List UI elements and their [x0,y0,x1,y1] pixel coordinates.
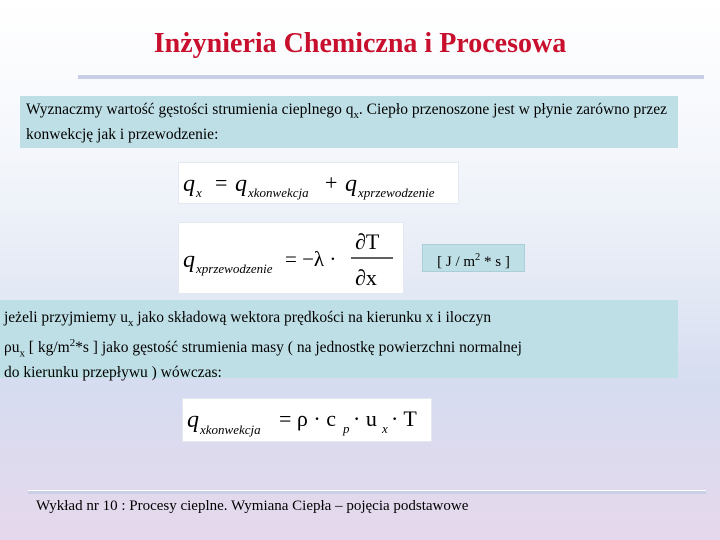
eq3-u-sub: x [382,421,388,436]
eq1-equals: = [215,170,228,195]
equation-fourier-law-svg [179,223,405,295]
eq1-term1: q [235,171,247,197]
condition-line-3: do kierunku przepływu ) wówczas: [4,364,222,382]
intro-text-box [20,96,678,148]
eq1-term1-sub: xkonwekcja [248,185,309,200]
equation-fourier-law [178,222,404,294]
eq1-plus: + [325,170,338,195]
cond-line2-c: *s ] jako gęstość strumienia masy ( na jednostkę powierzchni normalnej [75,339,522,357]
footer-text: Wykład nr 10 : Procesy cieplne. Wymiana Ciepła – pojęcia podstawowe [36,498,469,514]
eq2-operator: = −λ · [285,247,337,271]
cond-line2-b: [ kg/m [24,339,70,357]
equation-convective-flux-svg [183,399,433,443]
eq3-lhs: q [187,407,199,433]
cond-line2-sup: 2 [69,337,76,350]
equation-heat-flux-sum [178,162,459,204]
condition-line-2 [4,333,674,363]
slide-title: Inżynieria Chemiczna i Procesowa [153,28,567,59]
eq3-dot-u: · u [353,406,377,431]
eq2-numerator: ∂T [355,229,380,254]
cond-line2-sub: x [19,347,25,360]
cond-line1-sub: x [127,317,134,330]
unit-sup: 2 [475,252,481,263]
cond-line1-a: jeżeli przyjmiemy u [4,309,128,326]
eq1-term2: q [345,171,357,197]
intro-text-part1: Wyznaczmy wartość gęstości strumienia cieplnego q [26,101,354,118]
cond-line2-a: ρu [4,339,20,357]
equation-heat-flux-sum-svg [179,163,460,205]
unit-open: [ J / m [437,254,476,270]
intro-text-part2: . Ciepło przenoszone jest w płynie zarówno przez konwekcję jak i przewodzenie: [26,101,668,144]
intro-subscript-x: x [353,109,359,122]
eq1-lhs-sub: x [196,185,202,200]
title-divider [78,74,704,79]
eq1-lhs: q [183,171,195,197]
condition-text-box [0,300,678,382]
eq3-cp-sub: p [343,421,350,436]
eq3-end: · T [391,406,417,431]
eq2-lhs: q [183,247,195,273]
eq2-denominator: ∂x [355,265,377,290]
unit-close: * s ] [480,254,510,270]
footer-divider [28,490,706,494]
condition-line-1 [4,308,674,333]
eq2-lhs-sub: xprzewodzenie [196,261,273,276]
unit-label [422,244,525,272]
eq3-operator: = ρ · c [279,406,336,431]
cond-line1-b: jako składową wektora prędkości na kierunku x i iloczyn [133,309,492,326]
eq1-term2-sub: xprzewodzenie [358,185,435,200]
equation-convective-flux [182,398,432,442]
eq3-lhs-sub: xkonwekcja [200,422,261,437]
